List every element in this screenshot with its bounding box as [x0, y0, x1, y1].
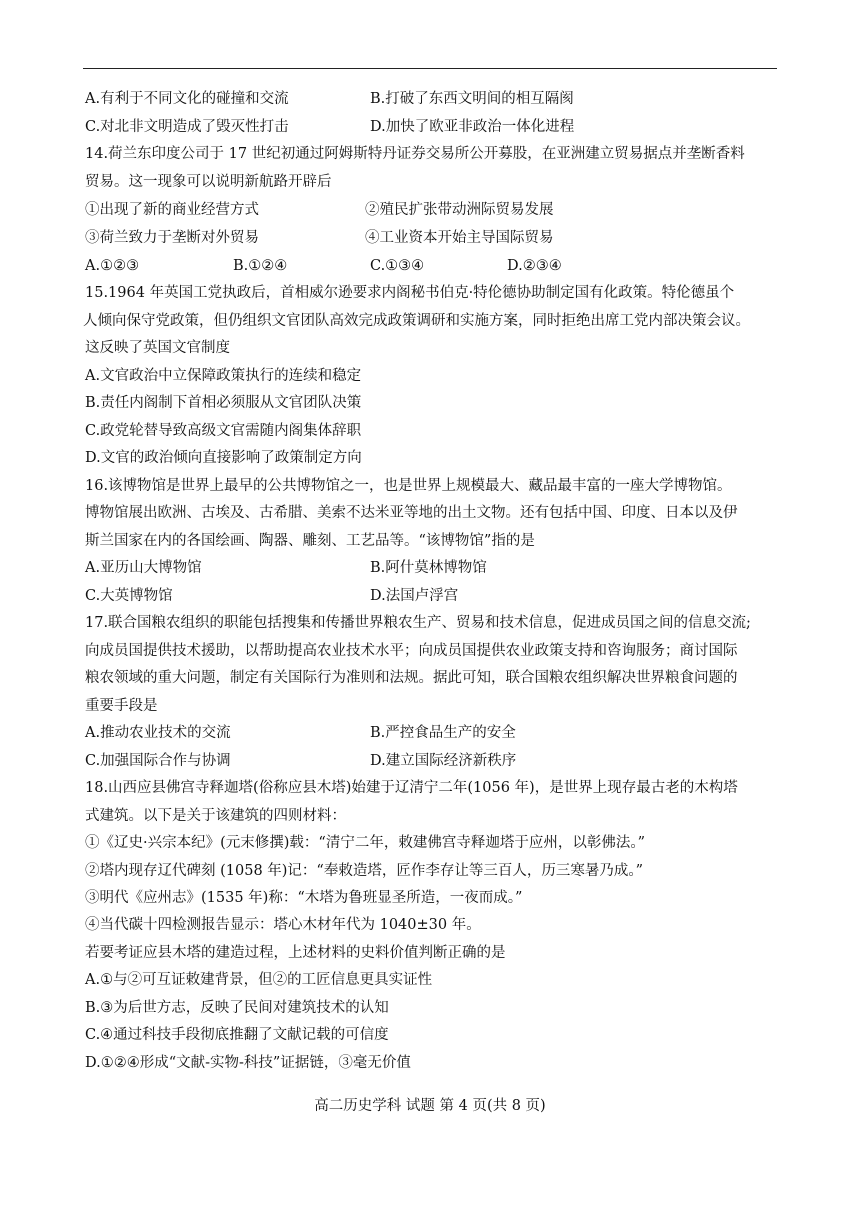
q14-option-c: C.①③④ — [370, 258, 425, 274]
q18-stem-line-1: 18.山西应县佛宫寺释迦塔(俗称应县木塔)始建于辽清宁二年(1056 年)，是世界上现存最古老的木构塔 — [85, 780, 738, 796]
q14-statement-1: ①出现了新的商业经营方式 — [85, 202, 259, 218]
q17-stem-line-3: 粮农领域的重大问题，制定有关国际行为准则和法规。据此可知，联合国粮农组织解决世界粮食问题的 — [85, 670, 738, 686]
q17-option-b: B.严控食品生产的安全 — [370, 725, 516, 741]
q17-stem-line-1: 17.联合国粮农组织的职能包括搜集和传播世界粮农生产、贸易和技术信息，促进成员国之间的信息交流; — [85, 615, 751, 631]
q13-option-a: A.有利于不同文化的碰撞和交流 — [85, 91, 289, 107]
q14-statement-4: ④工业资本开始主导国际贸易 — [365, 230, 554, 246]
q17-option-c: C.加强国际合作与协调 — [85, 753, 231, 769]
q16-stem-line-1: 16.该博物馆是世界上最早的公共博物馆之一，也是世界上规模最大、藏品最丰富的一座大学博物馆。 — [85, 478, 732, 494]
q15-option-a: A.文官政治中立保障政策执行的连续和稳定 — [85, 368, 362, 384]
q14-statement-2: ②殖民扩张带动洲际贸易发展 — [365, 202, 554, 218]
q15-stem-line-3: 这反映了英国文官制度 — [85, 340, 230, 356]
q14-option-a: A.①②③ — [85, 258, 140, 274]
q15-option-c: C.政党轮替导致高级文官需随内阁集体辞职 — [85, 423, 362, 439]
q15-option-d: D.文官的政治倾向直接影响了政策制定方向 — [85, 450, 362, 466]
q17-option-d: D.建立国际经济新秩序 — [370, 753, 517, 769]
q14-option-b: B.①②④ — [233, 258, 288, 274]
q13-option-d: D.加快了欧亚非政治一体化进程 — [370, 119, 575, 135]
q16-option-b: B.阿什莫林博物馆 — [370, 560, 487, 576]
q14-option-d: D.②③④ — [507, 258, 562, 274]
q16-option-d: D.法国卢浮宫 — [370, 588, 459, 604]
page-footer: 高二历史学科 试题 第 4 页(共 8 页) — [314, 1098, 546, 1114]
q14-stem-line-2: 贸易。这一现象可以说明新航路开辟后 — [85, 174, 332, 190]
q18-stem-line-3: 若要考证应县木塔的建造过程，上述材料的史料价值判断正确的是 — [85, 945, 506, 961]
q18-option-b: B.③为后世方志，反映了民间对建筑技术的认知 — [85, 1000, 389, 1016]
q15-option-b: B.责任内阁制下首相必须服从文官团队决策 — [85, 395, 362, 411]
q18-material-2: ②塔内现存辽代碑刻 (1058 年)记：“奉敕造塔，匠作李存让等三百人，历三寒暑乃成。” — [85, 863, 644, 879]
q15-stem-line-2: 人倾向保守党政策，但仍组织文官团队高效完成政策调研和实施方案，同时拒绝出席工党内部决策会议。 — [83, 313, 750, 329]
q15-stem-line-1: 15.1964 年英国工党执政后，首相威尔逊要求内阁秘书伯克·特伦德协助制定国有化政策。特伦德虽个 — [85, 285, 735, 301]
q14-stem-line-1: 14.荷兰东印度公司于 17 世纪初通过阿姆斯特丹证券交易所公开募股，在亚洲建立贸易据点并垄断香料 — [85, 146, 745, 162]
q18-material-3: ③明代《应州志》(1535 年)称：“木塔为鲁班显圣所造，一夜而成。” — [85, 890, 523, 906]
q17-option-a: A.推动农业技术的交流 — [85, 725, 231, 741]
q18-stem-line-2: 式建筑。以下是关于该建筑的四则材料： — [85, 808, 346, 824]
q16-option-c: C.大英博物馆 — [85, 588, 173, 604]
q18-material-1: ①《辽史·兴宗本纪》(元末修撰)载：“清宁二年，敕建佛宫寺释迦塔于应州，以彰佛法。” — [85, 835, 645, 851]
q17-stem-line-2: 向成员国提供技术援助，以帮助提高农业技术水平；向成员国提供农业政策支持和咨询服务；商讨国际 — [85, 643, 738, 659]
header-rule — [83, 68, 777, 69]
q18-material-4: ④当代碳十四检测报告显示：塔心木材年代为 1040±30 年。 — [85, 917, 481, 933]
q18-option-d: D.①②④形成“文献-实物-科技”证据链，③毫无价值 — [85, 1055, 411, 1071]
q16-option-a: A.亚历山大博物馆 — [85, 560, 202, 576]
q16-stem-line-3: 斯兰国家在内的各国绘画、陶器、雕刻、工艺品等。“该博物馆”指的是 — [85, 533, 535, 549]
q17-stem-line-4: 重要手段是 — [85, 698, 158, 714]
q16-stem-line-2: 博物馆展出欧洲、古埃及、古希腊、美索不达米亚等地的出土文物。还有包括中国、印度、日本以及伊 — [85, 505, 738, 521]
q14-statement-3: ③荷兰致力于垄断对外贸易 — [85, 230, 259, 246]
q18-option-c: C.④通过科技手段彻底推翻了文献记载的可信度 — [85, 1027, 389, 1043]
q13-option-c: C.对北非文明造成了毁灭性打击 — [85, 119, 289, 135]
q13-option-b: B.打破了东西文明间的相互隔阂 — [370, 91, 574, 107]
q18-option-a: A.①与②可互证敕建背景，但②的工匠信息更具实证性 — [85, 972, 433, 988]
